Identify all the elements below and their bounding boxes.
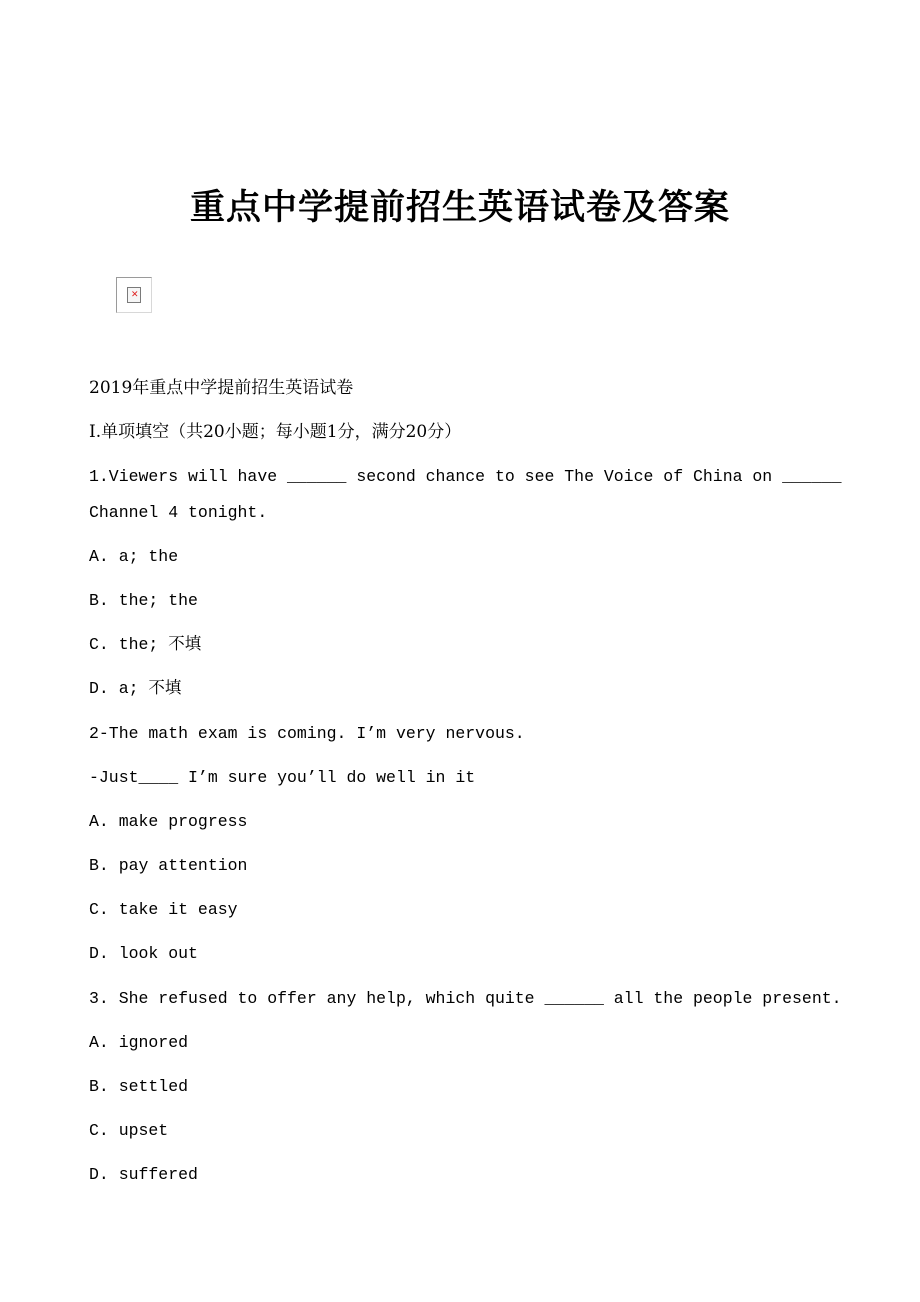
answer-option: D. suffered <box>89 1165 198 1184</box>
answer-option: D. a; 不填 <box>89 679 182 698</box>
answer-option: C. take it easy <box>89 900 238 919</box>
answer-option: B. settled <box>89 1077 189 1096</box>
image-placeholder-frame <box>127 287 141 303</box>
answer-option: A. make progress <box>89 812 248 831</box>
answer-option: B. the; the <box>89 591 198 610</box>
answer-option: C. the; 不填 <box>89 635 202 654</box>
answer-option: D. look out <box>89 944 198 963</box>
exam-subtitle: 2019年重点中学提前招生英语试卷 <box>89 378 354 398</box>
question-text: 2-The math exam is coming. I’m very nervous. <box>89 724 525 743</box>
section-heading: Ⅰ.单项填空（共20小题；每小题1分，满分20分） <box>89 422 462 442</box>
answer-option: A. ignored <box>89 1033 189 1052</box>
answer-option: B. pay attention <box>89 856 248 875</box>
question-text: 3. She refused to offer any help, which quite ______ all the people present. <box>89 989 842 1008</box>
question-text: -Just____ I’m sure you’ll do well in it <box>89 768 476 787</box>
document-title: 重点中学提前招生英语试卷及答案 <box>189 188 730 228</box>
question-text: 1.Viewers will have ______ second chance to see The Voice of China on ______ <box>89 467 842 486</box>
broken-image-icon <box>116 277 152 313</box>
question-text: Channel 4 tonight. <box>89 503 268 522</box>
answer-option: C. upset <box>89 1121 169 1140</box>
answer-option: A. a; the <box>89 547 179 566</box>
red-x-icon: ✕ <box>131 290 139 300</box>
